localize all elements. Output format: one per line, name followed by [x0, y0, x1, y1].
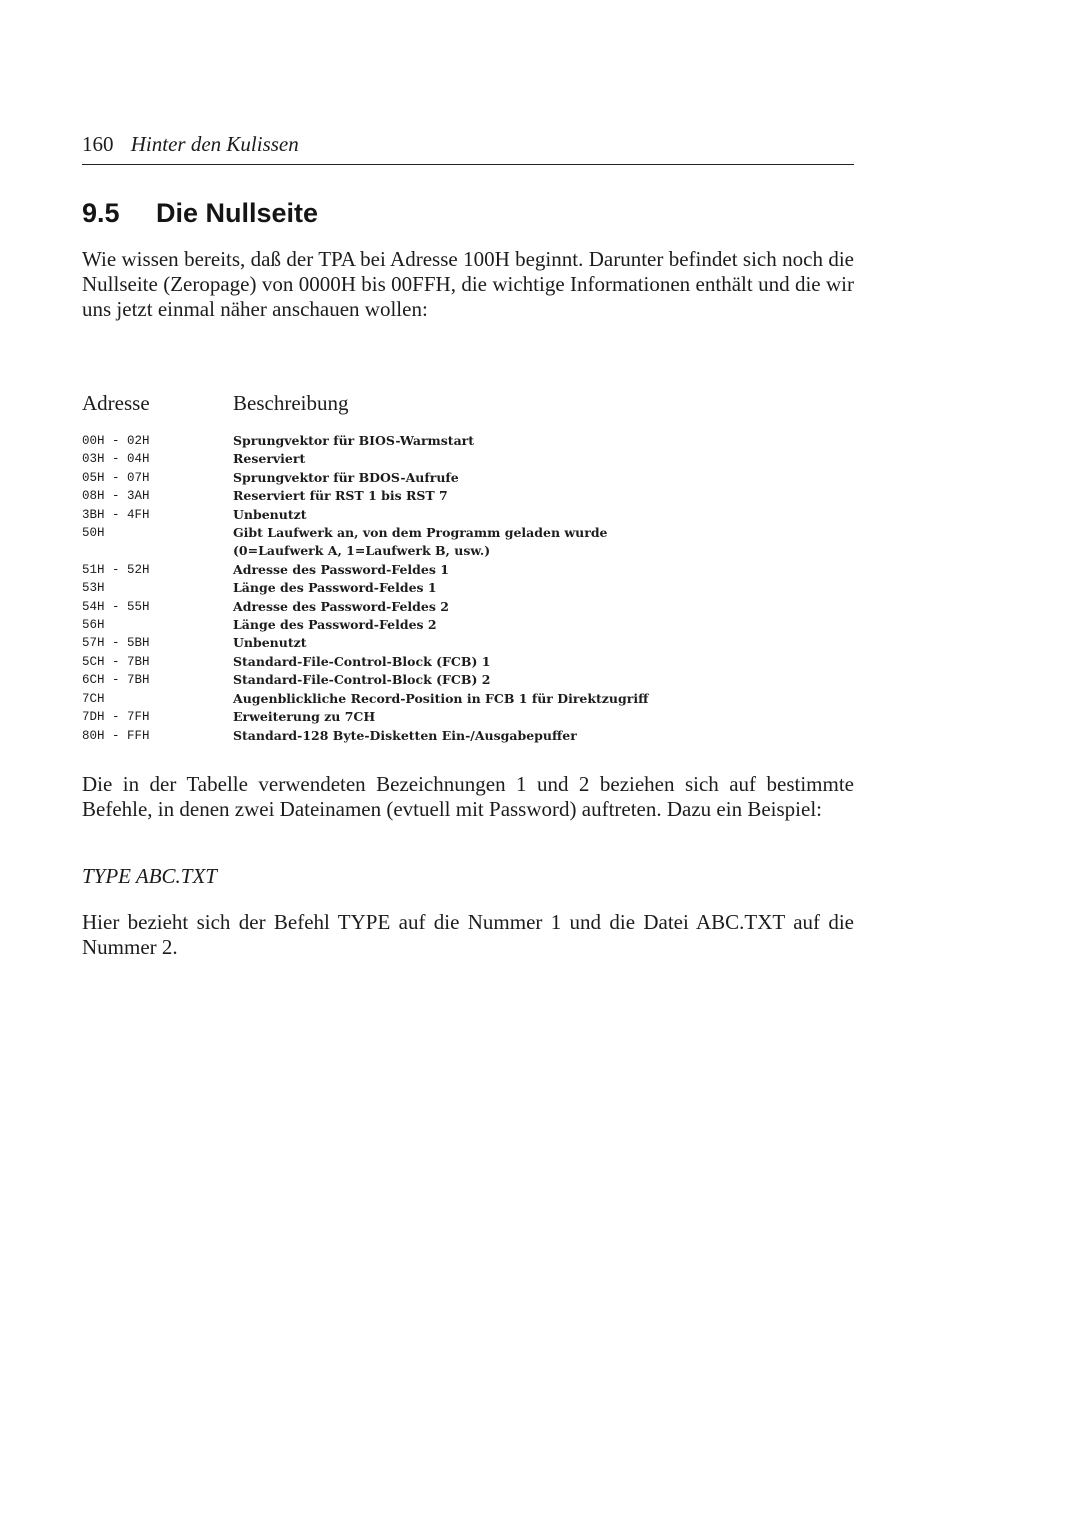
table-row — [82, 708, 854, 726]
address-cell: 08H - 3AH — [82, 489, 150, 504]
section-heading — [82, 196, 318, 230]
address-cell: 5CH - 7BH — [82, 654, 150, 669]
table-row — [82, 561, 854, 579]
address-cell: 51H - 52H — [82, 562, 150, 577]
description-cell: Unbenutzt — [233, 506, 307, 522]
column-header-address: Adresse — [82, 391, 150, 415]
table-row — [82, 432, 854, 450]
description-cell: Augenblickliche Record-Position in FCB 1 für Direktzugriff — [233, 690, 649, 706]
table-row — [82, 506, 854, 524]
address-cell: 57H - 5BH — [82, 636, 150, 651]
table-row — [82, 450, 854, 468]
description-cell: Adresse des Password-Feldes 2 — [233, 598, 449, 614]
zeropage-table — [82, 432, 854, 745]
page-number: 160 — [82, 132, 114, 156]
closing-paragraph: Hier bezieht sich der Befehl TYPE auf die Nummer 1 und die Datei ABC.TXT auf die Nummer 2. — [82, 910, 854, 959]
address-cell: 7DH - 7FH — [82, 710, 150, 725]
explanation-paragraph: Die in der Tabelle verwendeten Bezeichnungen 1 und 2 beziehen sich auf bestimmte Befehle, in denen zwei Dateinamen (evtuell mit Password) auftreten. Dazu ein Beispiel: — [82, 772, 854, 821]
description-cell: Sprungvektor für BDOS-Aufrufe — [233, 469, 459, 485]
table-row — [82, 690, 854, 708]
running-header — [82, 132, 854, 156]
section-number: 9.5 — [82, 198, 120, 228]
intro-paragraph: Wie wissen bereits, daß der TPA bei Adresse 100H beginnt. Darunter befindet sich noch die Nullseite (Zeropage) von 0000H bis 00FFH, die wichtige Informationen enthält und die wir uns jetzt einmal näher anschauen wollen: — [82, 247, 854, 321]
table-row — [82, 634, 854, 652]
section-title: Die Nullseite — [156, 198, 319, 228]
description-cell: Adresse des Password-Feldes 1 — [233, 561, 449, 577]
address-cell: 54H - 55H — [82, 599, 150, 614]
table-row — [82, 653, 854, 671]
description-cell: Unbenutzt — [233, 635, 307, 651]
description-cell: Standard-File-Control-Block (FCB) 2 — [233, 672, 491, 688]
address-cell: 03H - 04H — [82, 452, 150, 467]
table-row — [82, 487, 854, 505]
table-row — [82, 616, 854, 634]
column-header-description: Beschreibung — [233, 391, 349, 415]
address-cell: 50H — [82, 526, 105, 541]
description-cell: Standard-File-Control-Block (FCB) 1 — [233, 653, 491, 669]
description-cell: Reserviert — [233, 451, 306, 467]
description-cell: Sprungvektor für BIOS-Warmstart — [233, 433, 475, 448]
description-cell: Gibt Laufwerk an, von dem Programm geladen wurde (0=Laufwerk A, 1=Laufwerk B, usw.) — [233, 525, 608, 559]
description-cell: Reserviert für RST 1 bis RST 7 — [233, 488, 448, 504]
running-title: Hinter den Kulissen — [130, 132, 299, 156]
description-cell: Länge des Password-Feldes 2 — [233, 617, 437, 633]
table-row — [82, 671, 854, 689]
address-cell: 7CH — [82, 691, 105, 706]
address-cell: 56H — [82, 618, 105, 633]
address-cell: 6CH - 7BH — [82, 673, 150, 688]
description-cell: Länge des Password-Feldes 1 — [233, 580, 437, 596]
address-cell: 3BH - 4FH — [82, 507, 150, 522]
table-row — [82, 727, 854, 745]
example-command: TYPE ABC.TXT — [82, 864, 217, 888]
table-row — [82, 579, 854, 597]
description-cell: Erweiterung zu 7CH — [233, 709, 376, 725]
address-cell: 05H - 07H — [82, 470, 150, 485]
table-row — [82, 524, 854, 561]
table-row — [82, 469, 854, 487]
address-cell: 53H — [82, 581, 105, 596]
table-row — [82, 598, 854, 616]
description-cell: Standard-128 Byte-Disketten Ein-/Ausgabepuffer — [233, 727, 577, 743]
address-cell: 00H - 02H — [82, 434, 150, 448]
address-cell: 80H - FFH — [82, 728, 150, 743]
header-rule — [82, 164, 854, 165]
